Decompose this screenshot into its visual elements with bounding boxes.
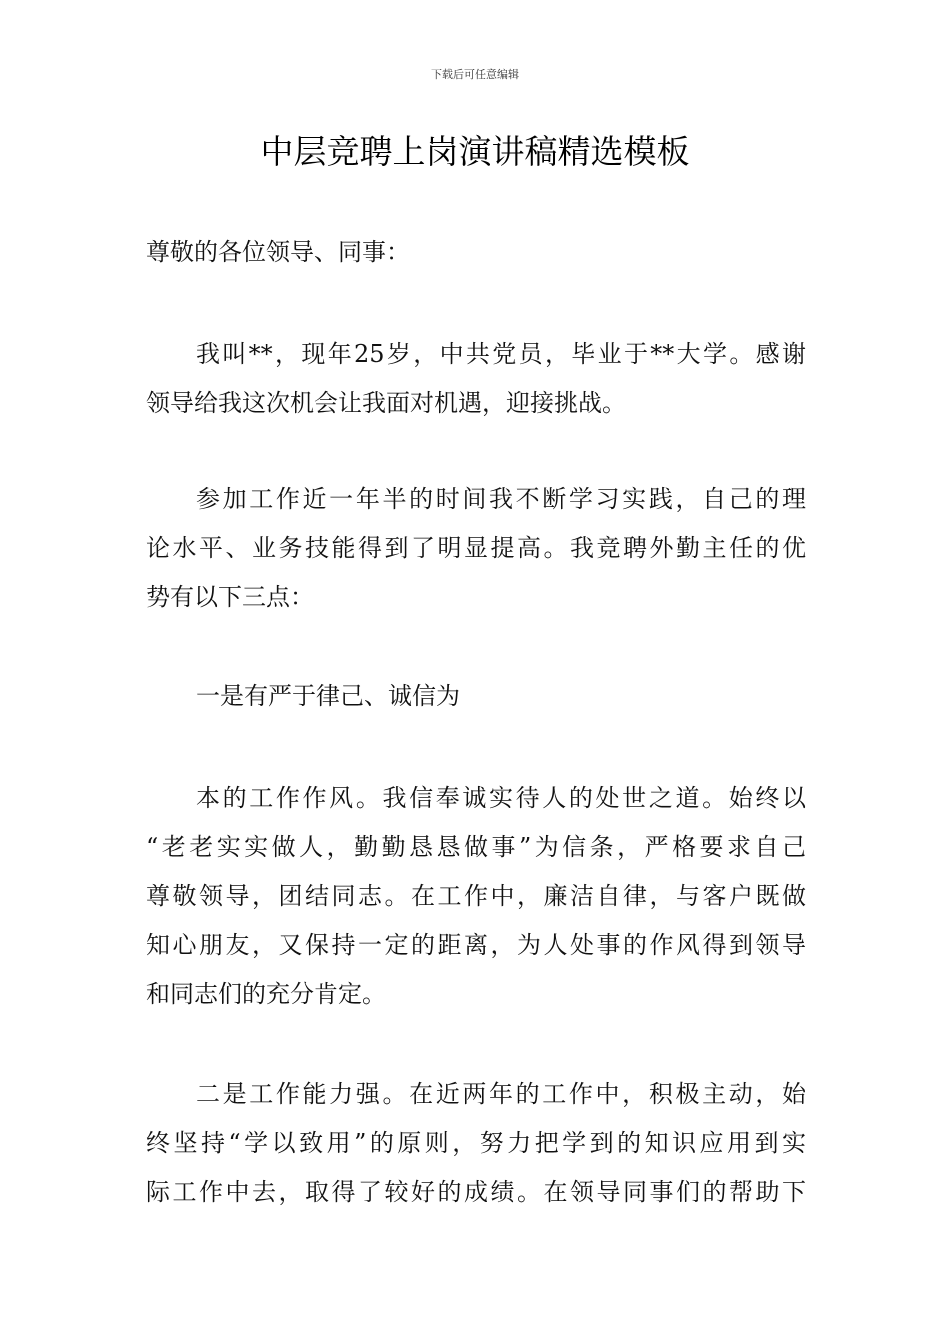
- paragraph-line: 尊敬领导，团结同志。在工作中，廉洁自律，与客户既做: [146, 882, 806, 910]
- paragraph-line: 我叫**，现年25岁，中共党员，毕业于**大学。感谢: [196, 340, 806, 368]
- paragraph-3: [146, 672, 806, 721]
- header-note: 下载后可任意编辑: [431, 68, 519, 81]
- document-title: 中层竞聘上岗演讲稿精选模板: [260, 132, 690, 171]
- paragraph-line: 二是工作能力强。在近两年的工作中，积极主动，始: [196, 1080, 806, 1108]
- paragraph-4: [146, 774, 806, 1019]
- paragraph-line: 参加工作近一年半的时间我不断学习实践，自己的理: [196, 485, 806, 513]
- paragraph-line: 和同志们的充分肯定。: [146, 980, 386, 1008]
- paragraph-line: 论水平、业务技能得到了明显提高。我竞聘外勤主任的优: [146, 534, 806, 562]
- paragraph-5: [146, 1070, 806, 1217]
- paragraph-line: 知心朋友，又保持一定的距离，为人处事的作风得到领导: [146, 931, 806, 959]
- salutation: 尊敬的各位领导、同事：: [146, 238, 410, 266]
- paragraph-1: [146, 330, 806, 428]
- paragraph-line: 本的工作作风。我信奉诚实待人的处世之道。始终以: [196, 784, 806, 812]
- paragraph-2: [146, 475, 806, 622]
- paragraph-line: 势有以下三点：: [146, 583, 314, 611]
- paragraph-line: 一是有严于律己、诚信为: [196, 682, 460, 710]
- paragraph-line: “老老实实做人，勤勤恳恳做事”为信条，严格要求自己: [146, 833, 806, 861]
- paragraph-line: 终坚持“学以致用”的原则，努力把学到的知识应用到实: [146, 1129, 806, 1157]
- paragraph-line: 际工作中去，取得了较好的成绩。在领导同事们的帮助下: [146, 1178, 806, 1206]
- paragraph-line: 领导给我这次机会让我面对机遇，迎接挑战。: [146, 389, 626, 417]
